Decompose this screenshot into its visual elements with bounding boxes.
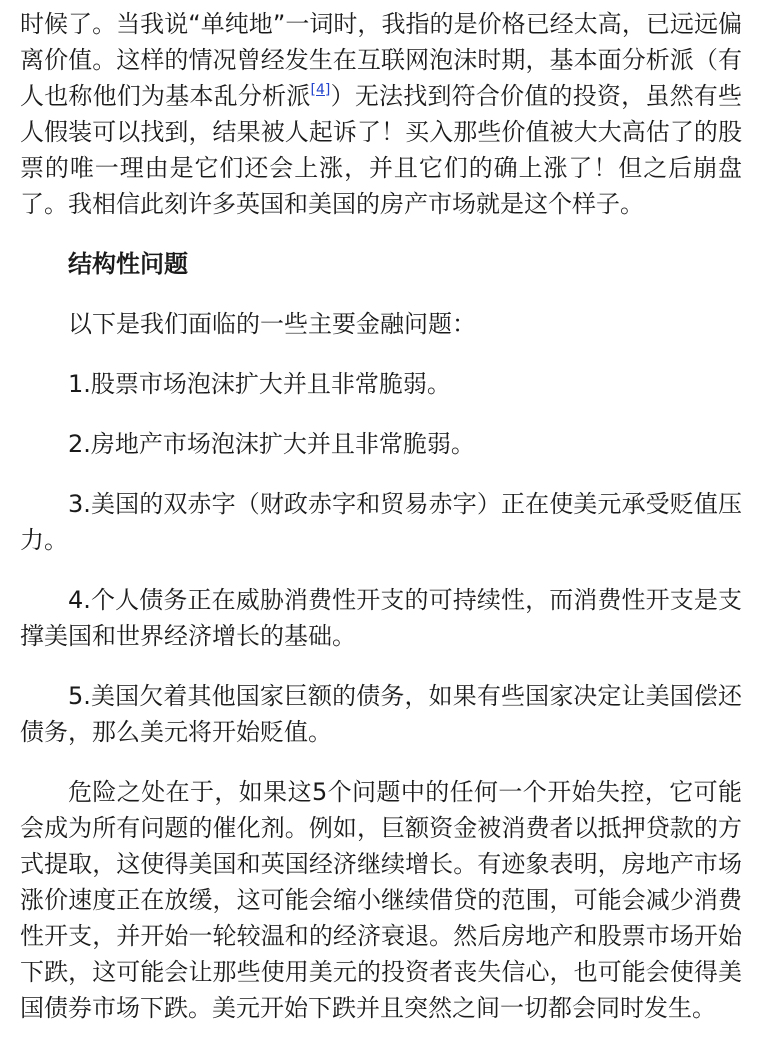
problem-item: 3.美国的双赤字（财政赤字和贸易赤字）正在使美元承受贬值压力。 [20, 490, 742, 554]
footnote-reference[interactable] [311, 82, 331, 98]
problem-item: 2.房地产市场泡沫扩大并且非常脆弱。 [68, 430, 475, 458]
paragraph-text-after-footnote: ）无法找到符合价值的投资，虽然有些人假装可以找到，结果被人起诉了！买入那些价值被大大高估了的股票的唯一理由是它们还会上涨，并且它们的确上涨了！但之后崩盘了。我相信此刻许多英国和美国的房产市场就是这个样子。 [20, 82, 742, 218]
conclusion-paragraph: 危险之处在于，如果这5个问题中的任何一个开始失控，它可能会成为所有问题的催化剂。例如，巨额资金被消费者以抵押贷款的方式提取，这使得美国和英国经济继续增长。有迹象表明，房地产市场涨价速度正在放缓，这可能会缩小继续借贷的范围，可能会减少消费性开支，并开始一轮较温和的经济衰退。然后房地产和股票市场开始下跌，这可能会让那些使用美元的投资者丧失信心，也可能会使得美国债券市场下跌。美元开始下跌并且突然之间一切都会同时发生。 [20, 778, 742, 1022]
problem-item: 5.美国欠着其他国家巨额的债务，如果有些国家决定让美国偿还债务，那么美元将开始贬值。 [20, 682, 742, 746]
continued-paragraph [20, 6, 742, 222]
section-heading: 结构性问题 [68, 250, 188, 278]
intro-paragraph: 以下是我们面临的一些主要金融问题： [68, 310, 476, 338]
footnote-link[interactable]: [4] [310, 82, 331, 98]
problem-item: 4.个人债务正在威胁消费性开支的可持续性，而消费性开支是支撑美国和世界经济增长的基础。 [20, 586, 742, 650]
problem-item: 1.股票市场泡沫扩大并且非常脆弱。 [68, 370, 451, 398]
paragraph-text-before-footnote: 时候了。当我说“单纯地”一词时，我指的是价格已经太高，已远远偏离价值。这样的情况曾经发生在互联网泡沫时期，基本面分析派（有人也称他们为基本乱分析派 [20, 10, 742, 110]
